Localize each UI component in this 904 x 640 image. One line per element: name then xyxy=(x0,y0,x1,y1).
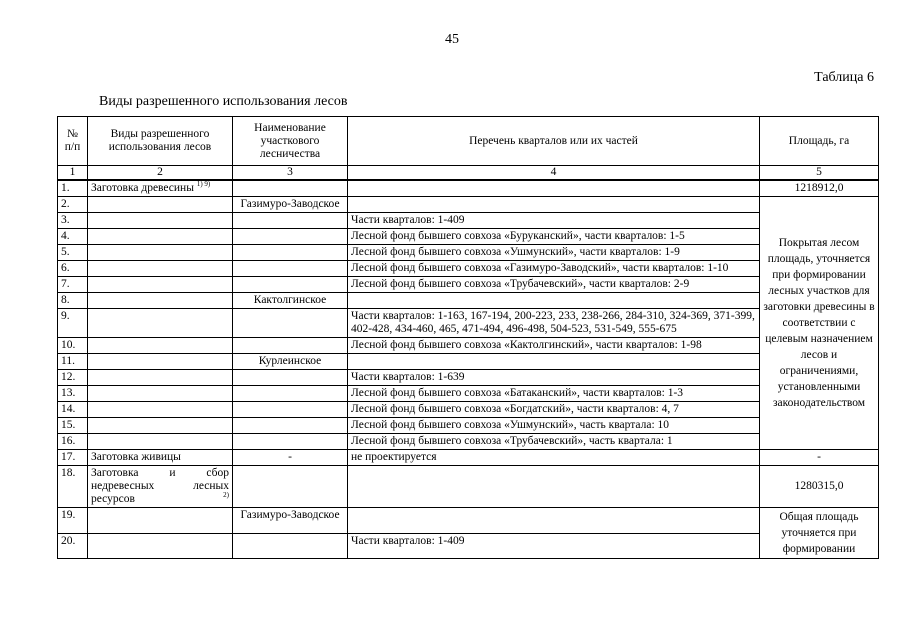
row-quarters: Лесной фонд бывшего совхоза «Ушмунский», часть квартала: 10 xyxy=(348,418,760,434)
row-use-type: Заготовка живицы xyxy=(88,450,233,466)
table-row xyxy=(58,245,879,261)
use-type-text: Заготовка древесины xyxy=(91,182,194,194)
row-district xyxy=(233,261,348,277)
row-number: 6. xyxy=(58,261,88,277)
table-row xyxy=(58,508,879,534)
row-use-type xyxy=(88,229,233,245)
row-quarters: Лесной фонд бывшего совхоза «Кактолгинский», части кварталов: 1-98 xyxy=(348,338,760,354)
row-number: 9. xyxy=(58,309,88,338)
table-row xyxy=(58,293,879,309)
row-quarters: Части кварталов: 1-409 xyxy=(348,533,760,559)
row-use-type xyxy=(88,309,233,338)
table-row xyxy=(58,450,879,466)
row-number: 10. xyxy=(58,338,88,354)
header-use-type: Виды разрешенного использования лесов xyxy=(88,117,233,166)
row-number: 3. xyxy=(58,213,88,229)
row-use-type xyxy=(88,197,233,213)
row-area: 1280315,0 xyxy=(760,466,879,508)
table-row xyxy=(58,533,879,559)
row-number: 19. xyxy=(58,508,88,534)
column-number-row xyxy=(58,166,879,181)
row-quarters: Части кварталов: 1-163, 167-194, 200-223, 233, 238-266, 284-310, 324-369, 371-399, 402-428, 434-460, 465, 471-494, 496-498, 504-523, 531-549, 555-675 xyxy=(348,309,760,338)
row-number: 20. xyxy=(58,533,88,559)
row-quarters: Лесной фонд бывшего совхоза «Буруканский», части кварталов: 1-5 xyxy=(348,229,760,245)
table-row xyxy=(58,261,879,277)
row-number: 13. xyxy=(58,386,88,402)
row-district xyxy=(233,434,348,450)
row-district xyxy=(233,466,348,508)
table-row xyxy=(58,402,879,418)
row-district: Газимуро-Заводское xyxy=(233,197,348,213)
table-row xyxy=(58,229,879,245)
row-quarters: Части кварталов: 1-409 xyxy=(348,213,760,229)
document-title: Виды разрешенного использования лесов xyxy=(99,94,348,109)
row-number: 7. xyxy=(58,277,88,293)
row-district xyxy=(233,245,348,261)
table-body xyxy=(58,180,879,559)
table-header xyxy=(58,117,879,181)
row-number: 8. xyxy=(58,293,88,309)
row-district xyxy=(233,533,348,559)
row-district: Курлеинское xyxy=(233,354,348,370)
row-use-type xyxy=(88,354,233,370)
row-use-type xyxy=(88,338,233,354)
row-number: 15. xyxy=(58,418,88,434)
row-number: 16. xyxy=(58,434,88,450)
row-use-type xyxy=(88,508,233,534)
footnote-ref: 2) xyxy=(223,491,229,500)
row-number: 4. xyxy=(58,229,88,245)
row-quarters xyxy=(348,293,760,309)
page-number: 45 xyxy=(445,32,459,47)
row-quarters: Лесной фонд бывшего совхоза «Ушмунский», части кварталов: 1-9 xyxy=(348,245,760,261)
row-area: 1218912,0 xyxy=(760,180,879,197)
row-use-type xyxy=(88,213,233,229)
row-number: 1. xyxy=(58,180,88,197)
row-use-type xyxy=(88,386,233,402)
row-district xyxy=(233,386,348,402)
row-district xyxy=(233,370,348,386)
row-number: 5. xyxy=(58,245,88,261)
row-number: 18. xyxy=(58,466,88,508)
row-use-type xyxy=(88,418,233,434)
column-number: 4 xyxy=(348,166,760,181)
row-district xyxy=(233,229,348,245)
row-quarters xyxy=(348,180,760,197)
row-quarters: Лесной фонд бывшего совхоза «Газимуро-Заводский», части кварталов: 1-10 xyxy=(348,261,760,277)
row-use-type xyxy=(88,434,233,450)
row-quarters xyxy=(348,508,760,534)
column-number: 3 xyxy=(233,166,348,181)
row-district: Кактолгинское xyxy=(233,293,348,309)
row-number: 17. xyxy=(58,450,88,466)
table-row xyxy=(58,277,879,293)
row-number: 14. xyxy=(58,402,88,418)
table-row xyxy=(58,434,879,450)
row-use-type xyxy=(88,370,233,386)
row-quarters xyxy=(348,354,760,370)
row-area: - xyxy=(760,450,879,466)
column-number: 5 xyxy=(760,166,879,181)
row-district xyxy=(233,180,348,197)
row-district xyxy=(233,402,348,418)
row-quarters: Лесной фонд бывшего совхоза «Трубачевский», части кварталов: 2-9 xyxy=(348,277,760,293)
forest-use-table xyxy=(57,116,879,559)
row-use-type xyxy=(88,245,233,261)
table-row xyxy=(58,338,879,354)
row-quarters: Лесной фонд бывшего совхоза «Богдатский», части кварталов: 4, 7 xyxy=(348,402,760,418)
row-district: - xyxy=(233,450,348,466)
footnote-ref: 1) 9) xyxy=(196,180,211,189)
row-district xyxy=(233,213,348,229)
table-row xyxy=(58,370,879,386)
row-use-type xyxy=(88,261,233,277)
row-quarters: Части кварталов: 1-639 xyxy=(348,370,760,386)
table-row xyxy=(58,197,879,213)
header-area: Площадь, га xyxy=(760,117,879,166)
use-type-text: Заготовка и сбор недревесных лесных ресурсов xyxy=(91,467,229,505)
table-row xyxy=(58,386,879,402)
row-district xyxy=(233,309,348,338)
row-quarters xyxy=(348,466,760,508)
column-number: 1 xyxy=(58,166,88,181)
row-use-type xyxy=(88,277,233,293)
row-use-type xyxy=(88,466,233,508)
column-number: 2 xyxy=(88,166,233,181)
table-row xyxy=(58,354,879,370)
area-note-wood: Покрытая лесом площадь, уточняется при формировании лесных участков для заготовки древесины в соответствии с целевым назначением лесов и ограничениями, установленными законодательством xyxy=(760,197,879,450)
row-use-type xyxy=(88,293,233,309)
row-use-type xyxy=(88,533,233,559)
area-note-resources: Общая площадь уточняется при формировании xyxy=(760,508,879,559)
row-quarters: Лесной фонд бывшего совхоза «Трубачевский», часть квартала: 1 xyxy=(348,434,760,450)
table-row xyxy=(58,418,879,434)
row-district xyxy=(233,338,348,354)
row-district: Газимуро-Заводское xyxy=(233,508,348,534)
row-district xyxy=(233,418,348,434)
table-row xyxy=(58,180,879,197)
row-number: 12. xyxy=(58,370,88,386)
header-row xyxy=(58,117,879,166)
row-number: 2. xyxy=(58,197,88,213)
table-row xyxy=(58,466,879,508)
row-use-type xyxy=(88,180,233,197)
table-row xyxy=(58,213,879,229)
header-number: № п/п xyxy=(58,117,88,166)
row-number: 11. xyxy=(58,354,88,370)
row-quarters: не проектируется xyxy=(348,450,760,466)
table-row xyxy=(58,309,879,338)
header-district: Наименование участкового лесничества xyxy=(233,117,348,166)
header-quarters: Перечень кварталов или их частей xyxy=(348,117,760,166)
row-quarters xyxy=(348,197,760,213)
row-quarters: Лесной фонд бывшего совхоза «Батаканский», части кварталов: 1-3 xyxy=(348,386,760,402)
table-label: Таблица 6 xyxy=(814,70,874,85)
row-district xyxy=(233,277,348,293)
row-use-type xyxy=(88,402,233,418)
